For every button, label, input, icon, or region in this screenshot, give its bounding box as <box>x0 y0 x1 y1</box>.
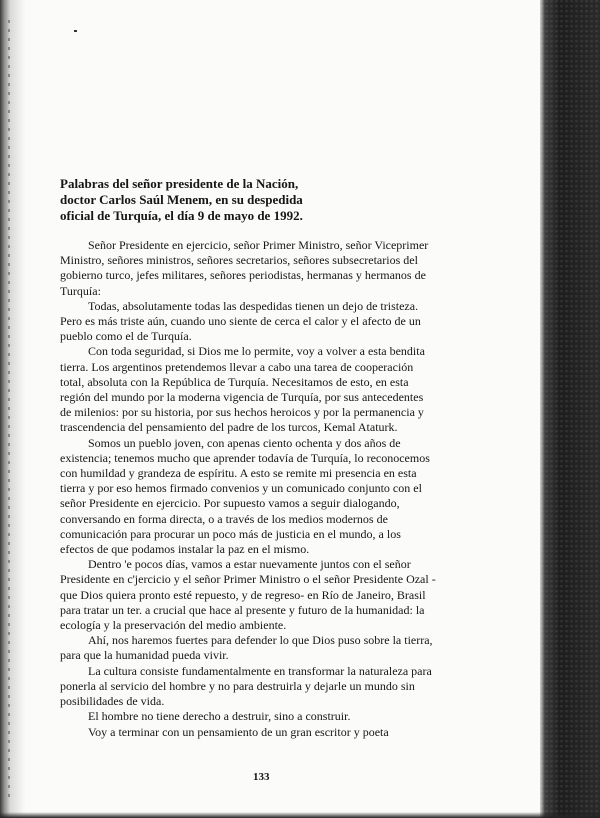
scanner-edge <box>540 0 600 818</box>
binding-shadow <box>0 0 26 818</box>
paragraph-7: La cultura consiste fundamentalmente en transformar la naturaleza para ponerla al servicio del hombre y no para destruirla y dejarle un mundo sin posibilidades de vida. <box>60 663 432 709</box>
title-line-3: oficial de Turquía, el día 9 de mayo de 1992. <box>60 208 303 223</box>
paragraph-3: Con toda seguridad, si Dios me lo permite, voy a volver a esta bendita tierra. Los argentinos pretendemos llevar a cabo una tarea de cooperación total, absoluta con la República de Turquía. Necesitamos de esto, en esta región del mundo por la moderna vigencia de Turquía, por sus antecedentes de milenios: por su historia, por sus hechos heroicos y por la permanencia y trascendencia del pensamiento del padre de los turcos, Kemal Ataturk. <box>60 344 425 435</box>
paragraph-6: Ahí, nos haremos fuertes para defender lo que Dios puso sobre la tierra, para que la humanidad pueda vivir. <box>60 633 433 663</box>
paragraph-4: Somos un pueblo joven, con apenas ciento ochenta y dos años de existencia; tenemos mucho que aprender todavía de Turquía, lo reconocemos con humildad y grandeza de espíritu. A esto se remite mi presencia en esta tierra y por eso hemos firmado convenios y un comunicado conjunto con el señor Presidente en ejercicio. Por supuesto vamos a seguir dialogando, conversando en forma directa, o a través de los medios modernos de comunicación para procurar un poco más de justicia en el mundo, a los efectos de que podamos instalar la paz en el mismo. <box>60 435 430 557</box>
title-line-2: doctor Carlos Saúl Menem, en su despedida <box>60 192 303 207</box>
paragraph-5: Dentro 'e pocos días, vamos a estar nuevamente juntos con el señor Presidente en c'jercicio y el señor Primer Ministro o el señor Presidente Ozal - que Dios quiera pronto esté repuesto, y de regreso- en Río de Janeiro, Brasil para tratar un ter. a crucial que hace al presente y futuro de la humanidad: la ecología y la preservación del medio ambiente. <box>60 557 436 633</box>
paragraph-2: Todas, absolutamente todas las despedidas tienen un dejo de tristeza. Pero es más triste aún, cuando uno siente de cerca el calor y el afecto de un pueblo como el de Turquía. <box>60 298 421 344</box>
paragraph-9: Voy a terminar con un pensamiento de un gran escritor y poeta <box>88 724 389 739</box>
paragraph-1: Señor Presidente en ejercicio, señor Primer Ministro, señor Viceprimer Ministro, señores ministros, señores secretarios, señores subsecretarios del gobierno turco, jefes militares, señores periodistas, hermanas y hermanos de Turquía: <box>60 238 429 298</box>
bottom-edge <box>0 812 600 818</box>
title-line-1: Palabras del señor presidente de la Nación, <box>60 176 299 191</box>
scan-speck <box>74 30 77 32</box>
speech-title <box>60 176 390 224</box>
page-number: 133 <box>253 771 270 783</box>
speech-body <box>60 238 436 740</box>
paragraph-8: El hombre no tiene derecho a destruir, sino a construir. <box>88 709 351 724</box>
